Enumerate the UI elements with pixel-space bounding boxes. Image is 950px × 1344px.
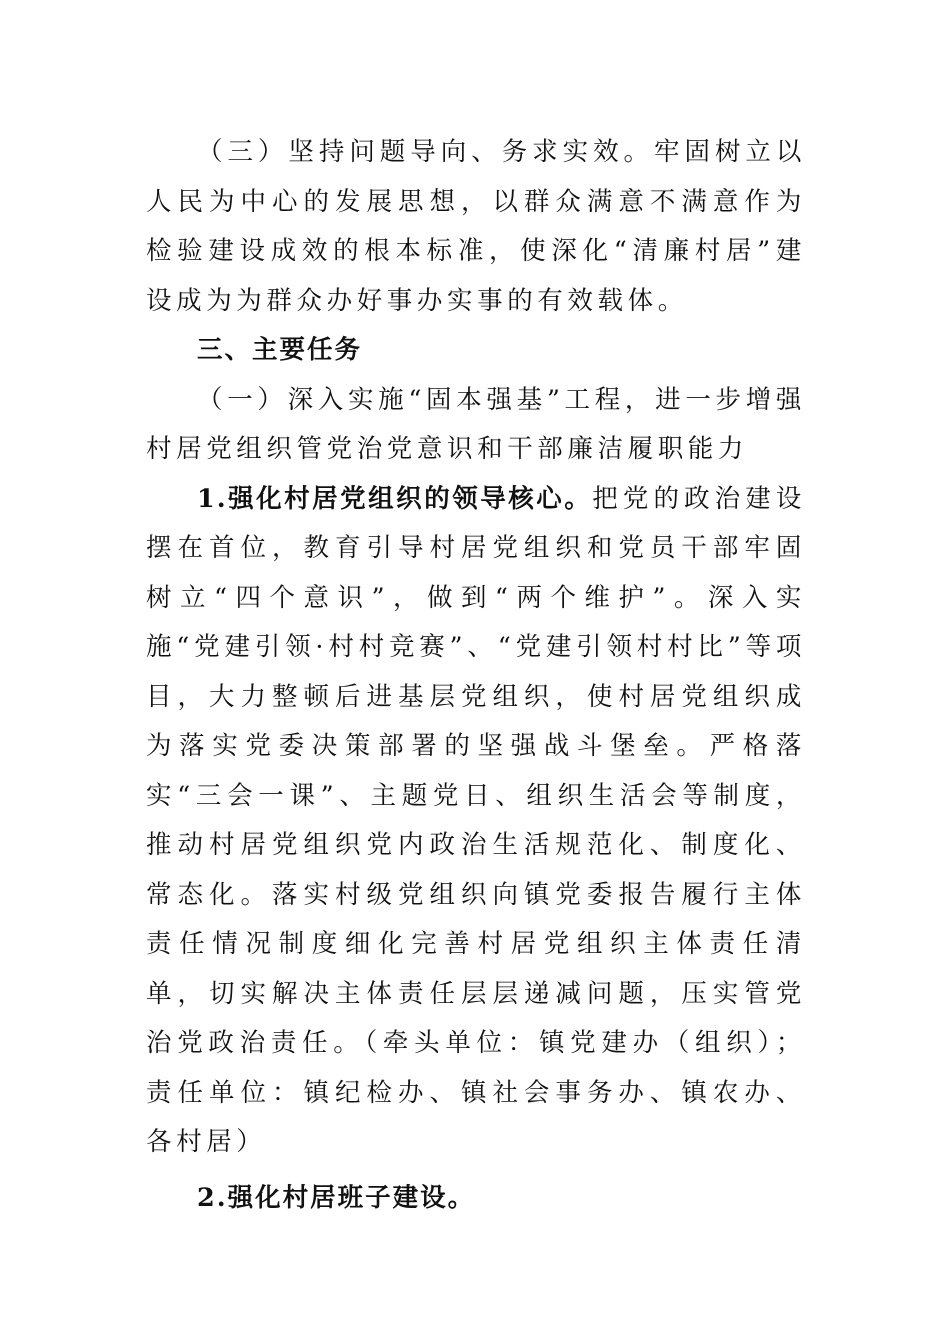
paragraph-principle-3: （三）坚持问题导向、务求实效。牢固树立以人民为中心的发展思想，以群众满意不满意作为检验建设成效的根本标准，使深化“清廉村居”建设成为为群众办好事办实事的有效载体。 <box>146 137 806 316</box>
subsection-heading-1: （一）深入实施“固本强基”工程，进一步增强村居党组织管党治党意识和干部廉洁履职能力 <box>146 384 806 464</box>
task-item-1 <box>146 475 806 1168</box>
task-item-1-body: 把党的政治建设摆在首位，教育引导村居党组织和党员干部牢固树立“四个意识”，做到“两个维护”。深入实施“党建引领·村村竞赛”、“党建引领村村比”等项目，大力整顿后进基层党组织，使村居党组织成为落实党委决策部署的坚强战斗堡垒。严格落实“三会一课”、主题党日、组织生活会等制度，推动村居党组织党内政治生活规范化、制度化、常态化。落实村级党组织向镇党委报告履行主体责任情况制度细化完善村居党组织主体责任清单，切实解决主体责任层层递减问题，压实管党治党政治责任。（牵头单位：镇党建办（组织）；责任单位：镇纪检办、镇社会事务办、镇农办、各村居） <box>146 483 807 1157</box>
task-item-2-title: 2.强化村居班子建设。 <box>197 1182 476 1213</box>
document-body <box>146 128 806 1223</box>
task-item-2 <box>146 1174 806 1224</box>
section-heading-main-tasks: 三、主要任务 <box>197 335 363 365</box>
task-item-1-title: 1.强化村居党组织的领导核心。 <box>197 483 593 514</box>
